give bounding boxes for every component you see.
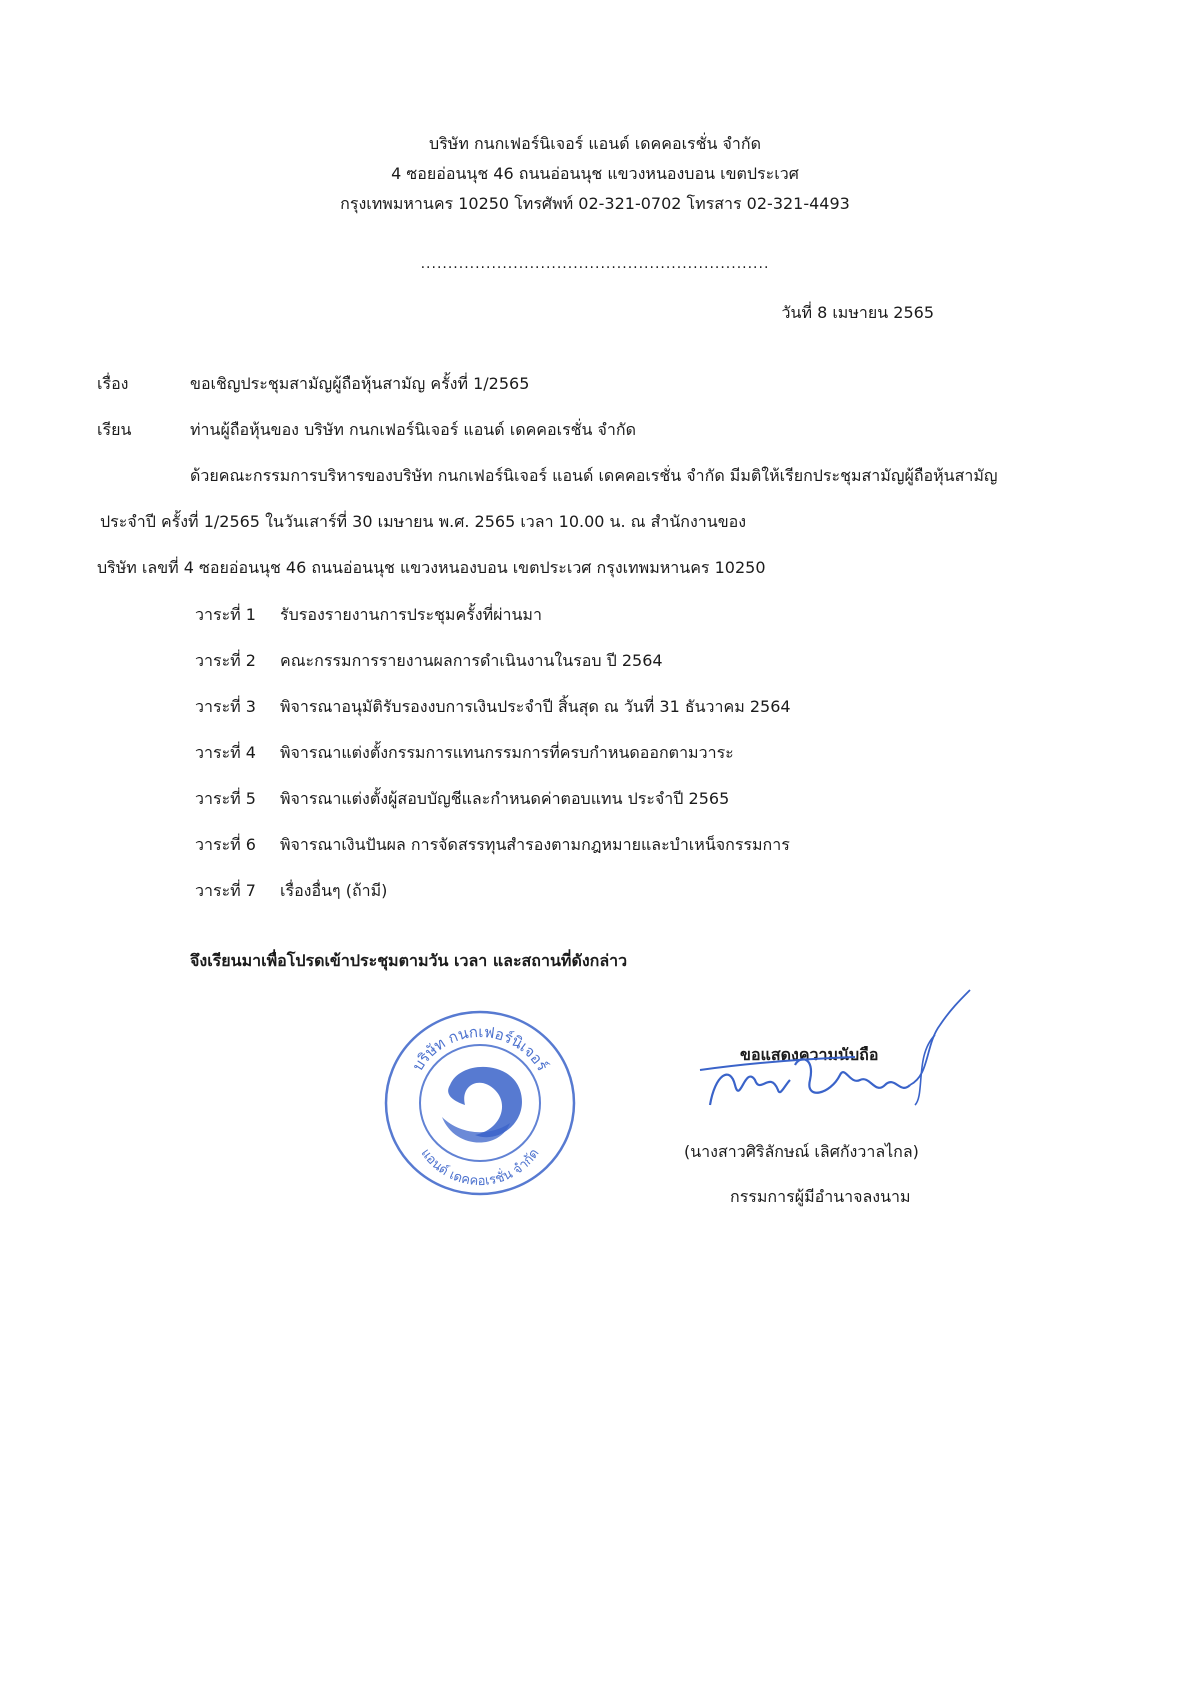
agenda-label: วาระที่ 5 [195, 789, 256, 808]
header-divider: ................................................................ [420, 256, 770, 272]
agenda-text: พิจารณาแต่งตั้งกรรมการแทนกรรมการที่ครบกำหนดออกตามวาระ [280, 743, 734, 762]
agenda-text: พิจารณาเงินปันผล การจัดสรรทุนสำรองตามกฎหมายและบำเหน็จกรรมการ [280, 835, 790, 854]
company-seal-stamp [380, 1005, 580, 1200]
handwritten-signature [690, 985, 990, 1145]
company-name: บริษัท กนกเฟอร์นิเจอร์ แอนด์ เดคคอเรชั่น จำกัด [429, 134, 761, 153]
signature-stroke [795, 1059, 910, 1092]
seal-swirl-emblem [448, 1067, 522, 1137]
subject-text: ขอเชิญประชุมสามัญผู้ถือหุ้นสามัญ ครั้งที่ 1/2565 [190, 374, 530, 393]
body-line-3: บริษัท เลขที่ 4 ซอยอ่อนนุช 46 ถนนอ่อนนุช แขวงหนองบอน เขตประเวศ กรุงเทพมหานคร 10250 [97, 558, 766, 577]
seal-text-top: บริษัท กนกเฟอร์นิเจอร์ [408, 1022, 552, 1075]
signatory-title: กรรมการผู้มีอำนาจลงนาม [730, 1187, 911, 1206]
signatory-name: (นางสาวศิริลักษณ์ เลิศกังวาลไกล) [684, 1142, 919, 1161]
body-line-2: ประจำปี ครั้งที่ 1/2565 ในวันเสาร์ที่ 30 เมษายน พ.ศ. 2565 เวลา 10.00 น. ณ สำนักงานของ [100, 512, 747, 531]
seal-inner-ring [420, 1045, 540, 1161]
agenda-label: วาระที่ 7 [195, 881, 256, 900]
recipient-label: เรียน [97, 420, 132, 439]
body-line-1: ด้วยคณะกรรมการบริหารของบริษัท กนกเฟอร์นิเจอร์ แอนด์ เดคคอเรชั่น จำกัด มีมติให้เรียกประชุมสามัญผู้ถือหุ้นสามัญ [190, 466, 998, 485]
signature-stroke [700, 1057, 855, 1070]
agenda-text: คณะกรรมการรายงานผลการดำเนินงานในรอบ ปี 2564 [280, 651, 663, 670]
signature-stroke [910, 990, 970, 1085]
regards-text: ขอแสดงความนับถือ [740, 1045, 879, 1064]
agenda-label: วาระที่ 6 [195, 835, 256, 854]
company-address-line2: กรุงเทพมหานคร 10250 โทรศัพท์ 02-321-0702 โทรสาร 02-321-4493 [340, 194, 850, 213]
seal-text-bottom: แอนด์ เดคคอเรชั่น จำกัด [417, 1146, 543, 1190]
agenda-text: พิจารณาอนุมัติรับรองงบการเงินประจำปี สิ้นสุด ณ วันที่ 31 ธันวาคม 2564 [280, 697, 791, 716]
agenda-label: วาระที่ 3 [195, 697, 256, 716]
subject-label: เรื่อง [97, 374, 129, 393]
recipient-text: ท่านผู้ถือหุ้นของ บริษัท กนกเฟอร์นิเจอร์ แอนด์ เดคคอเรชั่น จำกัด [190, 420, 636, 439]
letter-date: วันที่ 8 เมษายน 2565 [781, 303, 934, 322]
signature-stroke [915, 1035, 935, 1105]
agenda-label: วาระที่ 4 [195, 743, 256, 762]
agenda-label: วาระที่ 2 [195, 651, 256, 670]
company-address-line1: 4 ซอยอ่อนนุช 46 ถนนอ่อนนุช แขวงหนองบอน เขตประเวศ [391, 164, 799, 183]
closing-sentence: จึงเรียนมาเพื่อโปรดเข้าประชุมตามวัน เวลา และสถานที่ดังกล่าว [190, 951, 628, 970]
agenda-text: พิจารณาแต่งตั้งผู้สอบบัญชีและกำหนดค่าตอบแทน ประจำปี 2565 [280, 789, 730, 808]
signature-stroke [710, 1075, 790, 1105]
agenda-text: เรื่องอื่นๆ (ถ้ามี) [280, 881, 388, 900]
agenda-label: วาระที่ 1 [195, 605, 256, 624]
agenda-text: รับรองรายงานการประชุมครั้งที่ผ่านมา [280, 605, 542, 624]
